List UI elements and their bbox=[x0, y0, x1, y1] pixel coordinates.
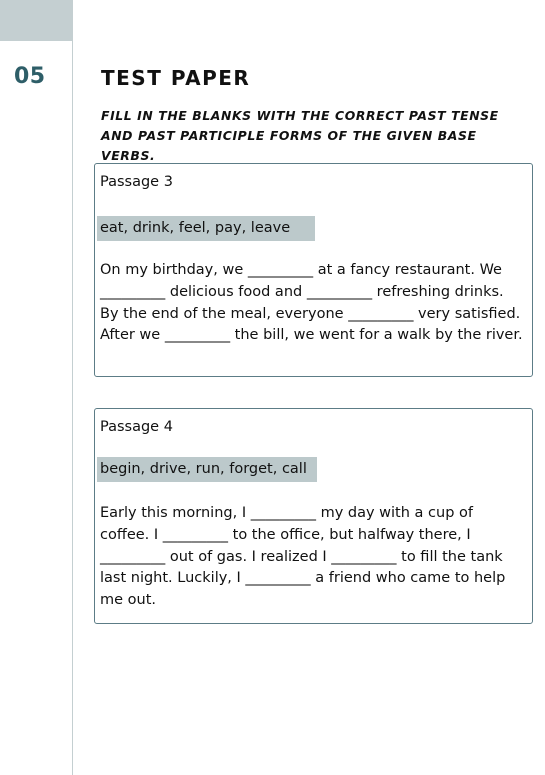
passage-title: Passage 3 bbox=[100, 174, 173, 190]
corner-tab bbox=[0, 0, 72, 41]
page-title: TEST PAPER bbox=[101, 66, 251, 90]
passage-card-3 bbox=[94, 163, 533, 377]
passage-text: On my birthday, we _________ at a fancy restaurant. We _________ delicious food and _________ refreshing drinks. By the end of the meal, everyone _________ very satisfied. After we _________ the bill, we went for a walk by the river. bbox=[100, 262, 523, 344]
passage-text: Early this morning, I _________ my day with a cup of coffee. I _________ to the office, but halfway there, I _________ out of gas. I realized I _________ to fill the tank last night. Luckily, I _________ a friend who came to help me out. bbox=[100, 505, 506, 609]
margin-line bbox=[72, 0, 73, 775]
passage-card-4 bbox=[94, 408, 533, 624]
page-number: 05 bbox=[14, 64, 46, 89]
passage-title: Passage 4 bbox=[100, 419, 173, 435]
instructions: FILL IN THE BLANKS WITH THE CORRECT PAST TENSE AND PAST PARTICIPLE FORMS OF THE GIVEN BASE VERBS. bbox=[101, 108, 499, 163]
word-bank: begin, drive, run, forget, call bbox=[97, 457, 317, 482]
word-bank: eat, drink, feel, pay, leave bbox=[97, 216, 315, 241]
